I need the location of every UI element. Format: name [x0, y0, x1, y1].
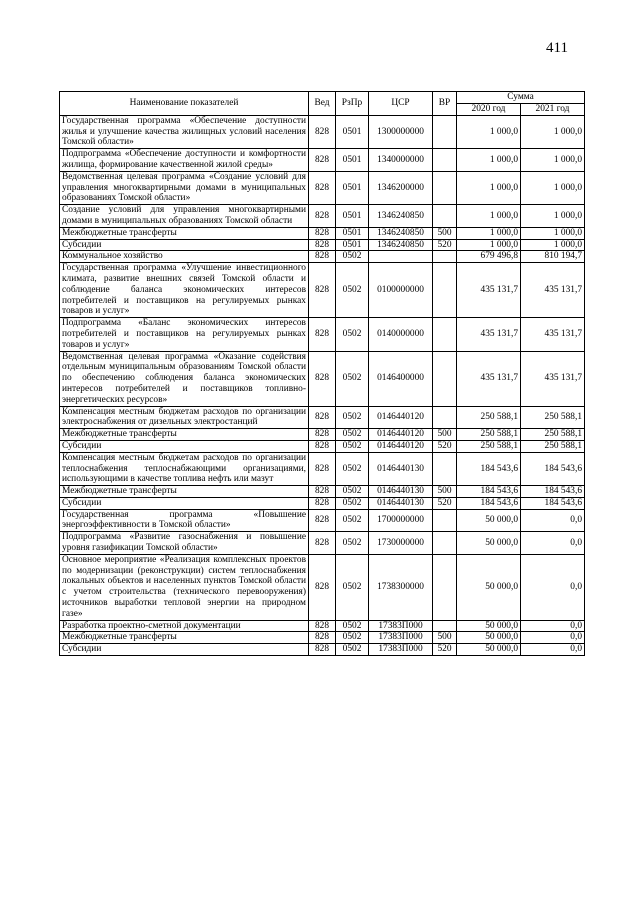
- row-sum-2021: 184 543,6: [521, 452, 585, 485]
- table-row: [60, 227, 585, 239]
- row-csr: 0146440120: [369, 440, 433, 452]
- row-sum-2021: 184 543,6: [521, 486, 585, 498]
- row-sum-2021: 250 588,1: [521, 429, 585, 441]
- row-name: Субсидии: [60, 440, 309, 452]
- row-csr: 1346240850: [369, 227, 433, 239]
- row-vr: [433, 318, 457, 351]
- row-name: Государственная программа «Обеспечение доступности жилья и улучшение качества жилищных условий населения Томской области»: [60, 115, 309, 148]
- row-csr: 1346240850: [369, 239, 433, 251]
- header-year-2020: 2020 год: [457, 103, 521, 115]
- row-sum-2021: 250 588,1: [521, 406, 585, 429]
- row-sum-2021: 1 000,0: [521, 227, 585, 239]
- row-name: Ведомственная целевая программа «Создание условий для управления многоквартирными домами в муниципальных образованиях Томской области»: [60, 171, 309, 204]
- row-sum-2020: 50 000,0: [457, 632, 521, 644]
- row-rzpr: 0502: [336, 263, 369, 318]
- table-row: [60, 149, 585, 172]
- row-rzpr: 0501: [336, 239, 369, 251]
- header-rzpr: РзПр: [336, 92, 369, 116]
- row-sum-2021: 435 131,7: [521, 351, 585, 406]
- row-name: Подпрограмма «Баланс экономических интересов потребителей и поставщиков на регулируемых рынках товаров и услуг»: [60, 318, 309, 351]
- row-csr: 0146440130: [369, 486, 433, 498]
- row-rzpr: 0502: [336, 632, 369, 644]
- row-name: Подпрограмма «Развитие газоснабжения и повышение уровня газификации Томской области»: [60, 532, 309, 555]
- row-ved: 828: [309, 509, 336, 532]
- row-ved: 828: [309, 486, 336, 498]
- row-sum-2021: 0,0: [521, 620, 585, 632]
- table-row: [60, 429, 585, 441]
- table-row: [60, 115, 585, 148]
- row-vr: 500: [433, 227, 457, 239]
- row-ved: 828: [309, 429, 336, 441]
- header-sum: Сумма: [457, 92, 585, 104]
- page-number: 411: [546, 40, 568, 56]
- row-csr: [369, 251, 433, 263]
- header-year-2021: 2021 год: [521, 103, 585, 115]
- row-ved: 828: [309, 149, 336, 172]
- row-name: Межбюджетные трансферты: [60, 227, 309, 239]
- row-sum-2020: 1 000,0: [457, 205, 521, 228]
- row-sum-2020: 1 000,0: [457, 239, 521, 251]
- row-sum-2021: 250 588,1: [521, 440, 585, 452]
- row-rzpr: 0502: [336, 251, 369, 263]
- row-csr: 0146440130: [369, 497, 433, 509]
- row-sum-2020: 50 000,0: [457, 554, 521, 620]
- row-ved: 828: [309, 532, 336, 555]
- row-sum-2021: 1 000,0: [521, 239, 585, 251]
- row-vr: [433, 351, 457, 406]
- row-sum-2020: 679 496,8: [457, 251, 521, 263]
- row-ved: 828: [309, 351, 336, 406]
- row-vr: [433, 251, 457, 263]
- table-row: [60, 318, 585, 351]
- row-sum-2020: 250 588,1: [457, 440, 521, 452]
- budget-table: [59, 91, 585, 656]
- row-rzpr: 0502: [336, 554, 369, 620]
- row-rzpr: 0501: [336, 115, 369, 148]
- row-name: Государственная программа «Улучшение инвестиционного климата, развитие внешних связей Томской области и соблюдение баланса экономических интересов потребителей и поставщиков на регулируемых рынках товаров и услуг»: [60, 263, 309, 318]
- row-name: Субсидии: [60, 239, 309, 251]
- row-name: Межбюджетные трансферты: [60, 429, 309, 441]
- table-row: [60, 532, 585, 555]
- row-csr: 0146440120: [369, 429, 433, 441]
- row-sum-2020: 1 000,0: [457, 149, 521, 172]
- row-ved: 828: [309, 554, 336, 620]
- row-rzpr: 0502: [336, 440, 369, 452]
- row-name: Государственная программа «Повышение энергоэффективности в Томской области»: [60, 509, 309, 532]
- row-sum-2021: 184 543,6: [521, 497, 585, 509]
- row-sum-2021: 0,0: [521, 644, 585, 656]
- row-sum-2020: 1 000,0: [457, 171, 521, 204]
- header-csr: ЦСР: [369, 92, 433, 116]
- row-sum-2021: 1 000,0: [521, 149, 585, 172]
- row-sum-2020: 1 000,0: [457, 115, 521, 148]
- row-sum-2021: 0,0: [521, 632, 585, 644]
- row-rzpr: 0502: [336, 532, 369, 555]
- row-ved: 828: [309, 239, 336, 251]
- row-csr: 1700000000: [369, 509, 433, 532]
- row-vr: [433, 406, 457, 429]
- row-sum-2020: 50 000,0: [457, 644, 521, 656]
- row-sum-2021: 0,0: [521, 532, 585, 555]
- row-csr: 0146400000: [369, 351, 433, 406]
- row-ved: 828: [309, 406, 336, 429]
- row-sum-2021: 435 131,7: [521, 318, 585, 351]
- row-vr: [433, 171, 457, 204]
- row-sum-2020: 184 543,6: [457, 486, 521, 498]
- table-row: [60, 497, 585, 509]
- row-csr: 1340000000: [369, 149, 433, 172]
- row-sum-2020: 435 131,7: [457, 318, 521, 351]
- row-vr: [433, 532, 457, 555]
- row-rzpr: 0502: [336, 406, 369, 429]
- row-ved: 828: [309, 644, 336, 656]
- row-rzpr: 0502: [336, 509, 369, 532]
- row-name: Компенсация местным бюджетам расходов по организации электроснабжения от дизельных электростанций: [60, 406, 309, 429]
- row-csr: 0140000000: [369, 318, 433, 351]
- row-csr: 17383П000: [369, 620, 433, 632]
- row-name: Основное мероприятие «Реализация комплексных проектов по модернизации (реконструкции) систем теплоснабжения локальных объектов и населенных пунктов Томской области с учетом строительства (технического перевооружения) источников выработки тепловой энергии на природном газе»: [60, 554, 309, 620]
- row-sum-2021: 1 000,0: [521, 205, 585, 228]
- row-sum-2020: 435 131,7: [457, 351, 521, 406]
- header-name: Наименование показателей: [60, 92, 309, 116]
- row-sum-2021: 810 194,7: [521, 251, 585, 263]
- row-name: Разработка проектно-сметной документации: [60, 620, 309, 632]
- row-sum-2020: 1 000,0: [457, 227, 521, 239]
- row-csr: 1738300000: [369, 554, 433, 620]
- row-sum-2020: 184 543,6: [457, 497, 521, 509]
- row-name: Ведомственная целевая программа «Оказание содействия отдельным муниципальным образованиям Томской области по обеспечению соблюдения баланса экономических интересов потребителей и поставщиков топливно-энергетических ресурсов»: [60, 351, 309, 406]
- row-csr: 0146440130: [369, 452, 433, 485]
- row-vr: [433, 263, 457, 318]
- row-name: Создание условий для управления многоквартирными домами в муниципальных образованиях Томской области: [60, 205, 309, 228]
- row-sum-2020: 50 000,0: [457, 532, 521, 555]
- row-rzpr: 0501: [336, 205, 369, 228]
- row-name: Субсидии: [60, 497, 309, 509]
- row-sum-2021: 1 000,0: [521, 171, 585, 204]
- table-row: [60, 239, 585, 251]
- row-vr: 500: [433, 486, 457, 498]
- table-row: [60, 509, 585, 532]
- row-vr: [433, 620, 457, 632]
- row-rzpr: 0502: [336, 351, 369, 406]
- row-rzpr: 0502: [336, 318, 369, 351]
- table-row: [60, 554, 585, 620]
- row-ved: 828: [309, 452, 336, 485]
- table-row: [60, 452, 585, 485]
- row-ved: 828: [309, 115, 336, 148]
- row-name: Субсидии: [60, 644, 309, 656]
- row-vr: 520: [433, 239, 457, 251]
- row-rzpr: 0502: [336, 452, 369, 485]
- row-sum-2021: 0,0: [521, 509, 585, 532]
- row-name: Компенсация местным бюджетам расходов по организации теплоснабжения теплоснабжающими организациями, использующими в качестве топлива нефть или мазут: [60, 452, 309, 485]
- row-rzpr: 0502: [336, 620, 369, 632]
- header-vr: ВР: [433, 92, 457, 116]
- row-rzpr: 0501: [336, 149, 369, 172]
- row-name: Коммунальное хозяйство: [60, 251, 309, 263]
- header-ved: Вед: [309, 92, 336, 116]
- row-name: Подпрограмма «Обеспечение доступности и комфортности жилища, формирование качественной жилой среды»: [60, 149, 309, 172]
- row-sum-2020: 250 588,1: [457, 429, 521, 441]
- row-sum-2021: 1 000,0: [521, 115, 585, 148]
- row-sum-2020: 184 543,6: [457, 452, 521, 485]
- row-vr: [433, 452, 457, 485]
- row-sum-2020: 250 588,1: [457, 406, 521, 429]
- row-ved: 828: [309, 318, 336, 351]
- row-vr: [433, 115, 457, 148]
- table-row: [60, 632, 585, 644]
- table-row: [60, 205, 585, 228]
- row-ved: 828: [309, 632, 336, 644]
- table-row: [60, 351, 585, 406]
- row-csr: 17383П000: [369, 644, 433, 656]
- row-rzpr: 0502: [336, 486, 369, 498]
- row-vr: 500: [433, 632, 457, 644]
- row-ved: 828: [309, 205, 336, 228]
- row-ved: 828: [309, 263, 336, 318]
- row-ved: 828: [309, 440, 336, 452]
- row-rzpr: 0502: [336, 497, 369, 509]
- row-csr: 17383П000: [369, 632, 433, 644]
- row-vr: [433, 149, 457, 172]
- row-csr: 1346200000: [369, 171, 433, 204]
- table-row: [60, 251, 585, 263]
- row-ved: 828: [309, 251, 336, 263]
- row-rzpr: 0501: [336, 171, 369, 204]
- row-sum-2021: 435 131,7: [521, 263, 585, 318]
- row-csr: 1300000000: [369, 115, 433, 148]
- row-sum-2021: 0,0: [521, 554, 585, 620]
- row-vr: 520: [433, 440, 457, 452]
- row-ved: 828: [309, 620, 336, 632]
- row-sum-2020: 50 000,0: [457, 509, 521, 532]
- row-vr: 520: [433, 497, 457, 509]
- row-name: Межбюджетные трансферты: [60, 632, 309, 644]
- row-ved: 828: [309, 227, 336, 239]
- row-name: Межбюджетные трансферты: [60, 486, 309, 498]
- row-ved: 828: [309, 171, 336, 204]
- table-row: [60, 171, 585, 204]
- row-csr: 0100000000: [369, 263, 433, 318]
- table-row: [60, 486, 585, 498]
- table-row: [60, 263, 585, 318]
- row-vr: 500: [433, 429, 457, 441]
- row-csr: 1730000000: [369, 532, 433, 555]
- row-rzpr: 0502: [336, 429, 369, 441]
- table-row: [60, 644, 585, 656]
- table-row: [60, 440, 585, 452]
- table-row: [60, 620, 585, 632]
- row-sum-2020: 435 131,7: [457, 263, 521, 318]
- row-vr: [433, 554, 457, 620]
- row-csr: 0146440120: [369, 406, 433, 429]
- row-vr: 520: [433, 644, 457, 656]
- row-csr: 1346240850: [369, 205, 433, 228]
- row-ved: 828: [309, 497, 336, 509]
- row-vr: [433, 509, 457, 532]
- row-sum-2020: 50 000,0: [457, 620, 521, 632]
- table-row: [60, 406, 585, 429]
- row-vr: [433, 205, 457, 228]
- row-rzpr: 0501: [336, 227, 369, 239]
- row-rzpr: 0502: [336, 644, 369, 656]
